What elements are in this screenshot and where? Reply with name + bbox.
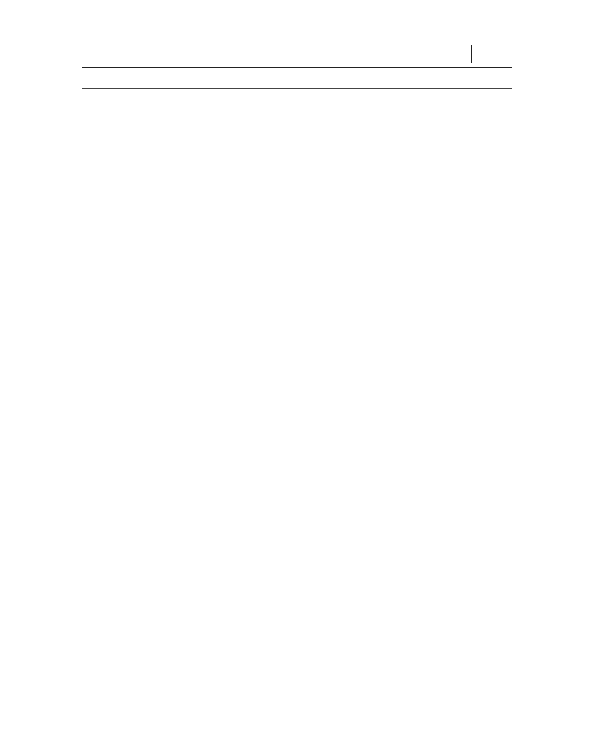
header-divider bbox=[471, 45, 472, 63]
toc-content bbox=[82, 72, 512, 95]
running-header bbox=[82, 44, 512, 68]
section-separator bbox=[82, 88, 512, 89]
header-rule bbox=[82, 67, 512, 68]
